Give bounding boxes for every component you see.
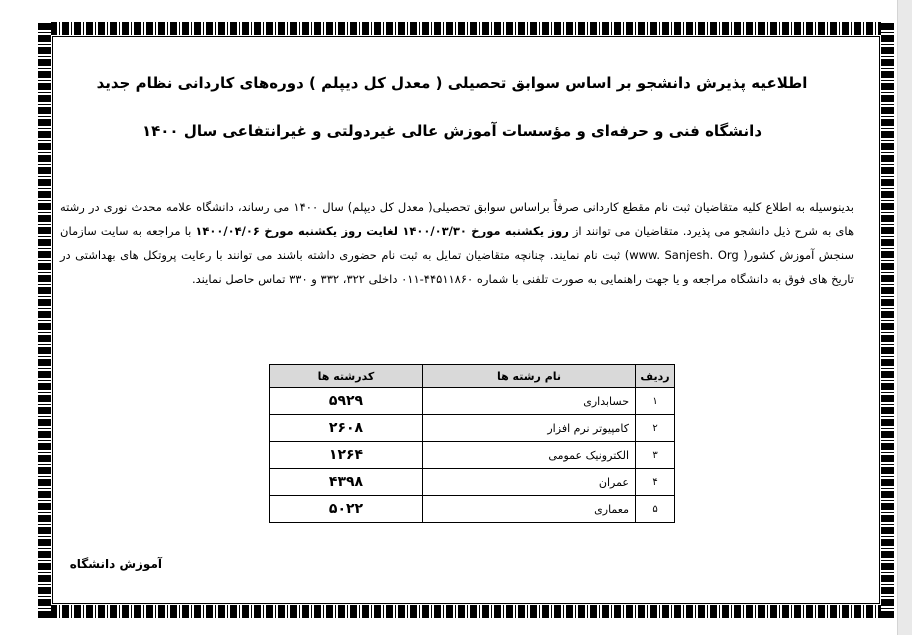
title-line-2: دانشگاه فنی و حرفه‌ای و مؤسسات آموزش عالی غیردولتی و غیرانتفاعی سال ۱۴۰۰ [141, 122, 763, 140]
row-no: ۲ [636, 415, 675, 442]
major-code: ۵۰۲۲ [270, 496, 423, 523]
row-no: ۵ [636, 496, 675, 523]
registration-dates: روز یکشنبه مورخ ۱۴۰۰/۰۳/۳۰ لغایت روز یکشنبه مورخ ۱۴۰۰/۰۴/۰۶ [195, 223, 569, 238]
title-line-1: اطلاعیه پذیرش دانشجو بر اساس سوابق تحصیلی ( معدل کل دیپلم ) دوره‌های کاردانی نظام جدید [96, 74, 808, 92]
paragraph-part-1: بدینوسیله به اطلاع کلیه متقاضیان ثبت نام مقطع کاردانی صرفاً براساس سوابق تحصیلی( معدل کل دیپلم) سال ۱۴۰۰ می رساند، دانشگاه علامه محدث نوری در رشته های به شرح ذیل دانشجو می پذیرد. متقاضیان می توانند از [60, 199, 855, 238]
signature: آموزش دانشگاه [69, 557, 162, 571]
announcement-paragraph [60, 195, 854, 291]
table-row [270, 469, 675, 496]
row-no: ۳ [636, 442, 675, 469]
header-row-no: ردیف [636, 365, 675, 388]
row-no: ۴ [636, 469, 675, 496]
major-code: ۵۹۲۹ [270, 388, 423, 415]
document-content [52, 36, 855, 596]
major-name: عمران [423, 469, 636, 496]
vertical-scrollbar[interactable] [897, 0, 912, 635]
major-code: ۲۶۰۸ [270, 415, 423, 442]
row-no: ۱ [636, 388, 675, 415]
majors-table [269, 364, 675, 523]
table-row [270, 442, 675, 469]
header-major-name: نام رشته ها [423, 365, 636, 388]
table-row [270, 388, 675, 415]
paragraph-part-2: با مراجعه به سایت سازمان سنجش آموزش کشور( www. Sanjesh. Org) ثبت نام نمایند. چنانچه متقاضیان تمایل به ثبت نام حضوری داشته باشند می توانند با رعایت پروتکل های بهداشتی در تاریخ های فوق به دانشگاه مراجعه و یا جهت راهنمایی به صورت تلفنی با شماره ۴۴۵۱۱۸۶۰-۰۱۱ داخلی ۳۲۲، ۳۳۲ و ۳۳۰ تماس حاصل نمایند. [60, 223, 854, 286]
major-name: الکترونیک عمومی [423, 442, 636, 469]
table-row [270, 496, 675, 523]
header-major-code: کدرشته ها [270, 365, 423, 388]
table-header-row [270, 365, 675, 388]
major-name: معماری [423, 496, 636, 523]
table-row [270, 415, 675, 442]
major-name: حسابداری [423, 388, 636, 415]
major-code: ۱۲۶۴ [270, 442, 423, 469]
major-code: ۴۳۹۸ [270, 469, 423, 496]
major-name: کامپیوتر نرم افزار [423, 415, 636, 442]
